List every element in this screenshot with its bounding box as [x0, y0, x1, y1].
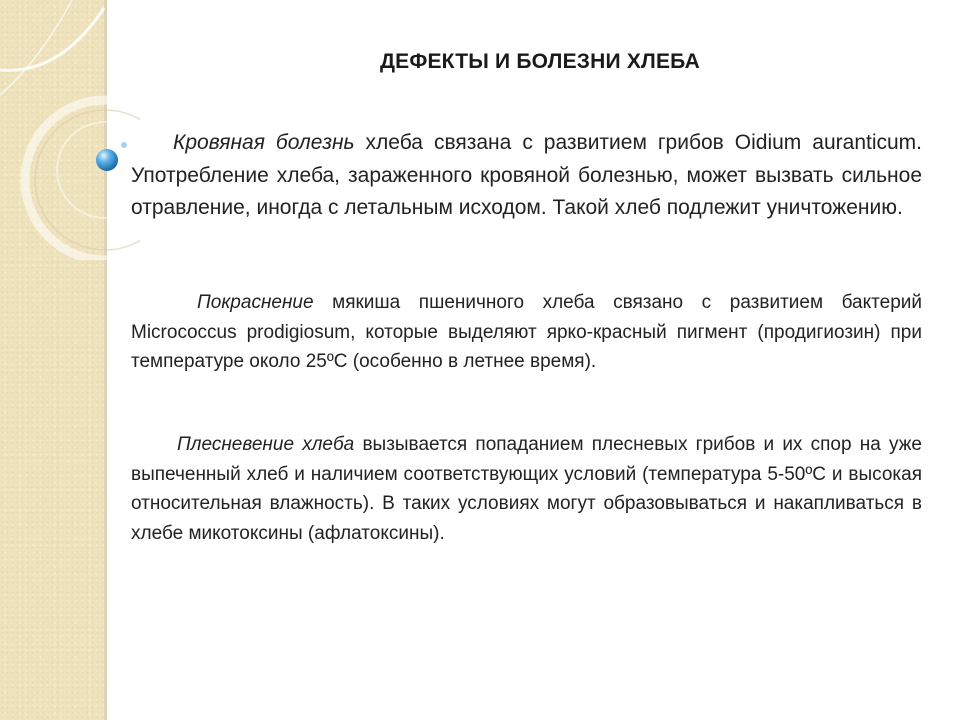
- paragraph-reddening: [131, 288, 922, 377]
- term-blood-disease: Кровяная болезнь: [173, 131, 355, 154]
- slide-title: ДЕФЕКТЫ И БОЛЕЗНИ ХЛЕБА: [379, 50, 701, 73]
- paragraph-text: хлеба связана с развитием грибов Oidium auranticum. Употребление хлеба, зараженного кровяной болезнью, может вызвать сильное отравление, иногда с летальным исходом. Такой хлеб подлежит уничтожению.: [131, 131, 922, 219]
- paragraph-mold: [131, 430, 922, 548]
- sidebar-texture: [0, 0, 104, 720]
- paragraph-text: вызывается попаданием плесневых грибов и их спор на уже выпеченный хлеб и наличием соответствующих условий (температура 5-50ºС и высокая относительная влажность). В таких условиях могут образовываться и накапливаться в хлебе микотоксины (афлатоксины).: [131, 434, 922, 544]
- sidebar-divider: [104, 0, 107, 720]
- paragraph-text: мякиша пшеничного хлеба связано с развитием бактерий Micrococcus prodigiosum, которые выделяют ярко-красный пигмент (продигиозин) при температуре около 25ºС (особенно в летнее время).: [131, 292, 922, 372]
- paragraph-blood-disease: [131, 127, 922, 225]
- term-mold: Плесневение хлеба: [177, 434, 355, 455]
- term-reddening: Покраснение: [197, 292, 314, 313]
